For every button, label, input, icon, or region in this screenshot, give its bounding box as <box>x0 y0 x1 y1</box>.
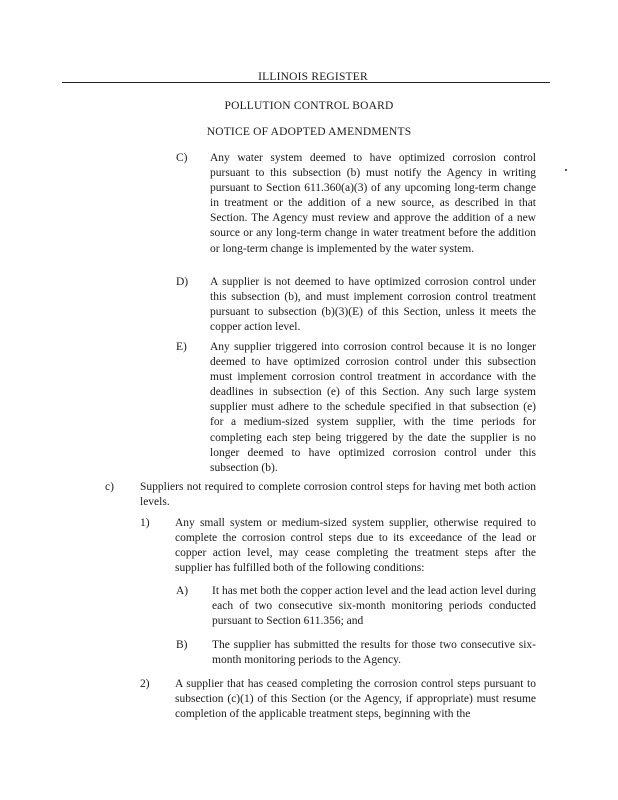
item-c-text: Any water system deemed to have optimized corrosion control pursuant to this subsection (b) must notify the Agency in writing pursuant to Section 611.360(a)(3) of any upcoming long-term change in treatment or the addition of a new source, as described in that Section. The Agency must review and approve the addition of a new source or any long-term change in water treatment before the addition or long-term change is implemented by the water system. <box>210 152 536 255</box>
item-c1a-text: It has met both the copper action level and the lead action level during each of two consecutive six-month monitoring periods conducted pursuant to Section 611.356; and <box>212 585 536 628</box>
scan-speck <box>565 169 567 171</box>
item-d-label: D) <box>176 276 189 288</box>
item-c1b-label: B) <box>176 639 188 651</box>
item-c2-label: 2) <box>140 678 150 690</box>
item-c1b-text: The supplier has submitted the results for those two consecutive six-month monitoring periods to the Agency. <box>212 639 536 667</box>
header-rule <box>62 82 550 83</box>
item-c1-label: 1) <box>140 517 150 529</box>
register-title: ILLINOIS REGISTER <box>258 71 368 83</box>
item-e-text: Any supplier triggered into corrosion control because it is no longer deemed to have optimized corrosion control under this subsection must implement corrosion control treatment in accordance with the deadlines in subsection (e) of this Section. Any such large system supplier must adhere to the schedule specified in that subsection (e) for a medium-sized system supplier, with the time periods for completing each step being triggered by the date the supplier is no longer deemed to have optimized corrosion control under this subsection (b). <box>210 341 536 474</box>
subsection-c-text: Suppliers not required to complete corrosion control steps for having met both action levels. <box>140 481 536 509</box>
subsection-c-label: c) <box>105 481 114 493</box>
item-d-text: A supplier is not deemed to have optimized corrosion control under this subsection (b), and must implement corrosion control treatment pursuant to subsection (b)(3)(E) of this Section, unless it meets the copper action level. <box>210 276 536 334</box>
item-e-label: E) <box>176 341 187 353</box>
item-c1a-label: A) <box>176 585 189 597</box>
item-c1-text: Any small system or medium-sized system supplier, otherwise required to complete the corrosion control steps due to its exceedance of the lead or copper action level, may cease completing the treatment steps after the supplier has fulfilled both of the following conditions: <box>175 517 536 575</box>
item-c2-text: A supplier that has ceased completing the corrosion control steps pursuant to subsection (c)(1) of this Section (or the Agency, if appropriate) must resume completion of the applicable treatment steps, beginning with the <box>175 678 536 721</box>
notice-title: NOTICE OF ADOPTED AMENDMENTS <box>206 126 412 138</box>
board-title: POLLUTION CONTROL BOARD <box>224 100 394 112</box>
item-c-label: C) <box>176 152 188 164</box>
